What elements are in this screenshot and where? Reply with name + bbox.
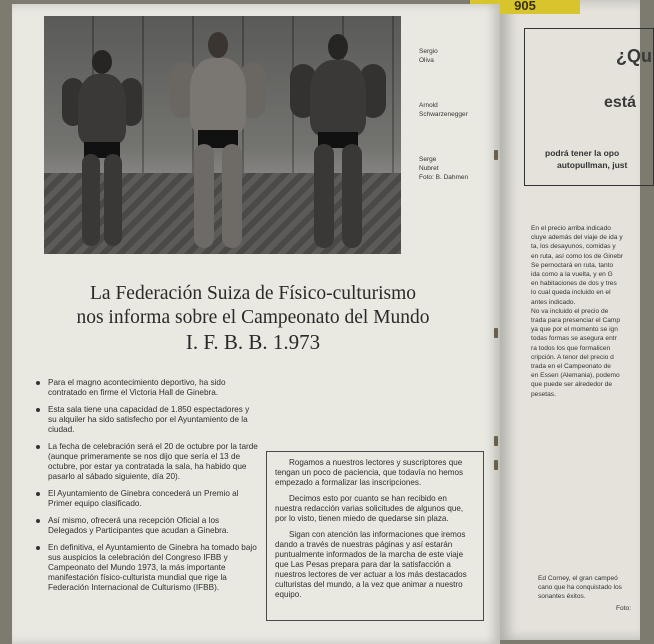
caption-surname: Schwarzenegger (419, 111, 468, 118)
boxed-notice (266, 451, 484, 621)
bullet-dot-icon (36, 445, 40, 449)
right-text-line: ta, los desayunos, comidas y (531, 243, 616, 251)
right-text-line: cripción. A tenor del precio d (531, 353, 614, 361)
right-text-line: en habitaciones de dos y tres (531, 280, 617, 288)
binding-staple-mark (494, 150, 498, 160)
notice-paragraph: Decimos esto por cuanto se han recibido en nuestra redacción varias solicitudes de algunos que, por lo visto, tienen miedo de quedarse sin plaza. (275, 494, 464, 523)
bullet-dot-icon (36, 408, 40, 412)
bullet-dot-icon (36, 546, 40, 550)
right-text-line: cluye además del viaje de ida y (531, 234, 623, 242)
right-text-line: ya que por el momento se ign (531, 326, 618, 334)
bullet-item (34, 543, 260, 593)
bullet-item (34, 489, 260, 509)
figure-center (170, 32, 266, 250)
bullet-dot-icon (36, 519, 40, 523)
binding-staple-mark (494, 460, 498, 470)
bullet-item (34, 442, 260, 482)
photo-credit: Foto: B. Dahmen (419, 174, 469, 181)
bullet-item (34, 516, 260, 536)
right-text-line: ida como a la vuelta, y en G (531, 271, 613, 279)
right-text-line: ra todos los que formalicen (531, 344, 611, 352)
right-text-line: trada en el Campeonato de (531, 363, 611, 371)
notice-paragraph: Rogamos a nuestros lectores y suscriptores que tengan un poco de paciencia, que todavía no hemos empezado a formalizar las inscripciones. (275, 458, 464, 487)
right-caption-line: cano que ha conquistado los (538, 584, 622, 592)
article-headline (34, 282, 472, 354)
bodybuilders-photo (44, 16, 401, 254)
top-magazine-strip: 905 (470, 0, 580, 14)
right-caption-line: Ed Corney, el gran campeó (538, 575, 618, 582)
right-text-line: En el precio arriba indicado (531, 225, 611, 232)
bullet-text: Esta sala tiene una capacidad de 1.850 espectadores y su alquiler ha sido satisfecho por el Ayuntamiento de la ciudad. (48, 405, 250, 434)
bullet-dot-icon (36, 381, 40, 385)
bullet-item (34, 405, 260, 435)
right-text-line: trada para presenciar el Camp (531, 317, 621, 325)
right-box-heading: ¿Qu (616, 46, 652, 66)
right-box-subheading: está (604, 94, 637, 111)
bullet-text: Para el magno acontecimiento deportivo, ha sido contratado en firme el Victoria Hall de Ginebra. (48, 378, 226, 397)
binding-staple-mark (494, 328, 498, 338)
headline-line: I. F. B. B. 1.973 (185, 330, 321, 354)
right-caption-line: sonantes éxitos. (538, 593, 586, 601)
notice-paragraph: Sigan con atención las informaciones que iremos dando a través de nuestras páginas y así estarán puntualmente informados de la marcha de este viaje que Las Pesas prepara para dar la satisfacción a nuestros lectores de ver actuar a los más destacados culturistas del mundo, a la vez que animar a nuestro equipo. (275, 530, 467, 599)
right-box-line: podrá tener la opo (545, 148, 620, 158)
caption-surname: Nubret (419, 165, 439, 172)
right-text-line: que puede ser alrededor de (531, 381, 613, 389)
figure-right (290, 34, 386, 250)
right-text-line: No va incluido el precio de (531, 307, 609, 315)
caption-name: Arnold (419, 102, 438, 109)
headline-line: La Federación Suiza de Físico-culturismo (90, 283, 416, 304)
binding-staple-mark (494, 436, 498, 446)
right-text-line: lo cual queda incluido en el (531, 289, 611, 297)
bullet-dot-icon (36, 492, 40, 496)
caption-name: Serge (419, 156, 437, 163)
right-text-line: pesetas. (531, 390, 556, 398)
article-bullets (34, 378, 260, 600)
right-page-text (531, 224, 651, 399)
caption-surname: Oliva (419, 57, 434, 64)
bullet-item (34, 378, 260, 398)
right-text-line: en Essen (Alemania), podemo (531, 372, 620, 380)
right-box-line: autopullman, just (557, 160, 628, 170)
headline-line: nos informa sobre el Campeonato del Mundo (76, 307, 430, 328)
right-page-caption (538, 574, 632, 612)
right-text-line: todas formas se asegura entr (531, 335, 617, 343)
bullet-text: En definitiva, el Ayuntamiento de Ginebra ha tomado bajo sus auspicios la celebración del Congreso IFBB y Campeonato del Mundo 1973, la más importante manifestación físico-culturista mundial que rige la Federación Internacional de Culturismo (IFBB). (48, 543, 257, 592)
bullet-text: Así mismo, ofrecerá una recepción Oficial a los Delegados y Participantes que acudan a Ginebra. (48, 516, 229, 535)
right-caption-credit: Foto: (616, 605, 632, 612)
bullet-text: La fecha de celebración será el 20 de octubre por la tarde (aunque primeramente se nos dijo que sería el 13 de octubre, por estar ya contratada la sala, ha habido que pasarlo al sábado siguiente, día 20). (48, 442, 258, 481)
right-text-line: en ruta, así como los de Ginebr (531, 252, 623, 260)
caption-name: Sergio (419, 48, 438, 55)
figure-left (62, 50, 142, 250)
right-text-line: antes indicado. (531, 298, 576, 306)
right-text-line: Se pernoctará en ruta, tanto (531, 261, 614, 269)
bullet-text: El Ayuntamiento de Ginebra concederá un Premio al Primer equipo clasificado. (48, 489, 239, 508)
